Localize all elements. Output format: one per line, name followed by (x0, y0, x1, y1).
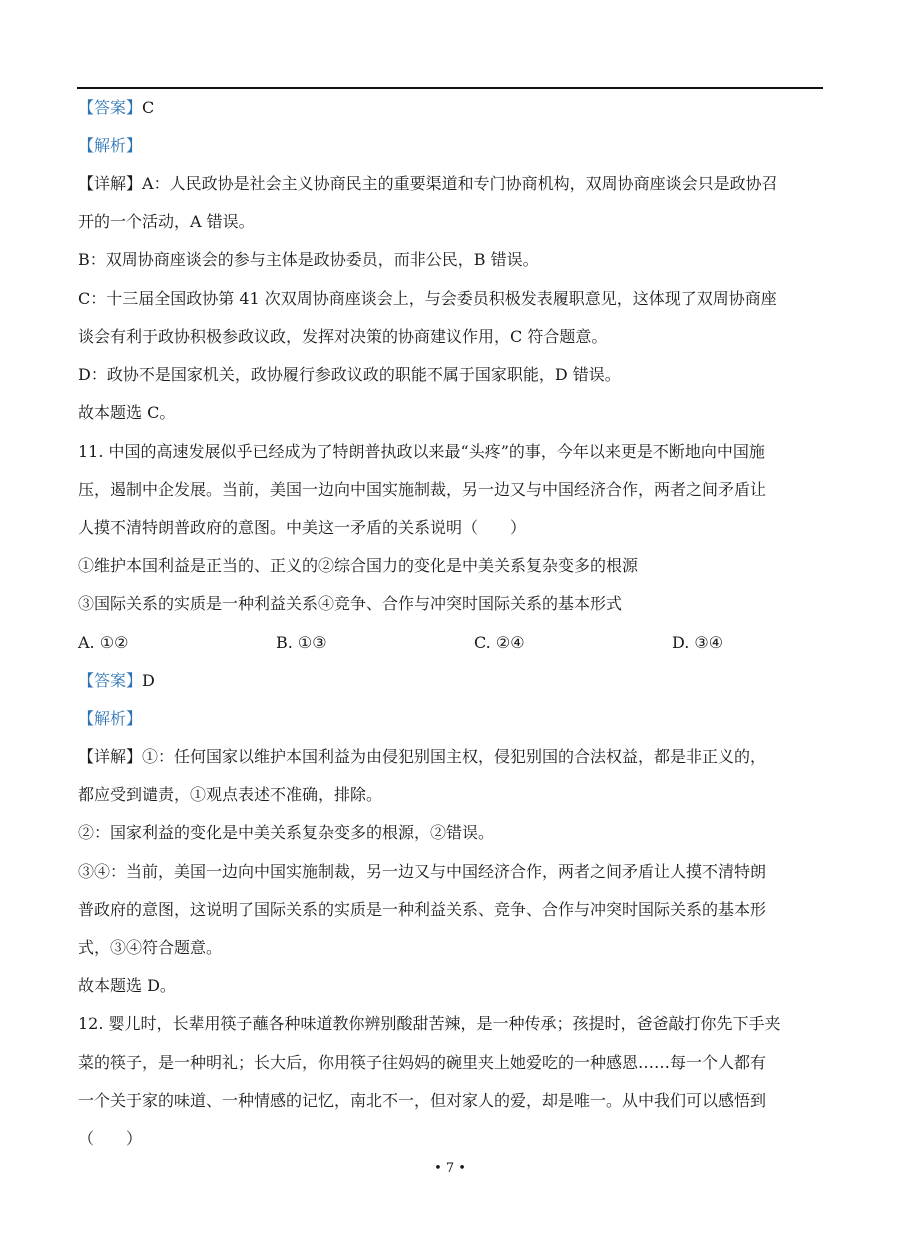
detail-line: 开的一个活动，A 错误。 (78, 212, 255, 231)
header-rule (77, 87, 823, 89)
detail-line: D：政协不是国家机关，政协履行参政议政的职能不属于国家职能，D 错误。 (78, 365, 621, 384)
answer-tag: 【答案】 (78, 671, 143, 690)
page-number: • 7 • (434, 1161, 466, 1176)
question-stem-line: 一个关于家的味道、一种情感的记忆，南北不一，但对家人的爱，却是唯一。从中我们可以感悟到 (78, 1091, 767, 1110)
detail-line: C：十三届全国政协第 41 次双周协商座谈会上，与会委员积极发表履职意见，这体现了双周协商座 (78, 289, 777, 308)
question-stem-line: 人摸不清特朗普政府的意图。中美这一矛盾的关系说明（ ） (78, 518, 527, 537)
question-stem-line: （ ） (78, 1129, 143, 1148)
option-d: D. ③④ (672, 633, 724, 652)
option-b: B. ①③ (276, 633, 327, 652)
detail-line: 普政府的意图，这说明了国际关系的实质是一种利益关系、竞争、合作与冲突时国际关系的基本形 (78, 900, 767, 919)
option-a: A. ①② (78, 633, 129, 652)
detail-line: ③④：当前，美国一边向中国实施制裁，另一边又与中国经济合作，两者之间矛盾让人摸不清特朗 (78, 862, 767, 881)
question-stem-line: 12. 婴儿时，长辈用筷子蘸各种味道教你辨别酸甜苦辣，是一种传承；孩提时，爸爸敲打你先下手夹 (78, 1014, 781, 1033)
answer-value: D (142, 671, 155, 690)
statement-line: ③国际关系的实质是一种利益关系④竞争、合作与冲突时国际关系的基本形式 (78, 594, 623, 613)
analysis-tag: 【解析】 (78, 709, 143, 728)
detail-tag: 【详解】 (78, 747, 143, 766)
conclusion-line: 故本题选 C。 (78, 403, 176, 422)
question-stem-line: 菜的筷子，是一种明礼；长大后，你用筷子往妈妈的碗里夹上她爱吃的一种感恩……每一个人都有 (78, 1053, 767, 1072)
answer-tag: 【答案】 (78, 98, 143, 117)
question-stem-line: 压，遏制中企发展。当前，美国一边向中国实施制裁，另一边又与中国经济合作，两者之间矛盾让 (78, 480, 767, 499)
detail-line: 【详解】A：人民政协是社会主义协商民主的重要渠道和专门协商机构，双周协商座谈会只是政协召 (78, 174, 778, 193)
option-c: C. ②④ (474, 633, 525, 652)
answer-value: C (142, 98, 155, 117)
detail-line: 都应受到谴责，①观点表述不准确，排除。 (78, 785, 383, 804)
analysis-tag: 【解析】 (78, 136, 143, 155)
detail-tag: 【详解】 (78, 174, 143, 193)
detail-line: B：双周协商座谈会的参与主体是政协委员，而非公民，B 错误。 (78, 250, 539, 269)
answer-line (78, 97, 154, 119)
detail-line: ②：国家利益的变化是中美关系复杂变多的根源，②错误。 (78, 823, 495, 842)
question-stem-line: 11. 中国的高速发展似乎已经成为了特朗普执政以来最“头疼”的事，今年以来更是不断地向中国施 (78, 442, 765, 461)
detail-line: 谈会有利于政协积极参政议政，发挥对决策的协商建议作用，C 符合题意。 (78, 327, 608, 346)
detail-line: 式，③④符合题意。 (78, 938, 223, 957)
statement-line: ①维护本国利益是正当的、正义的②综合国力的变化是中美关系复杂变多的根源 (78, 556, 639, 575)
answer-line (78, 670, 155, 692)
conclusion-line: 故本题选 D。 (78, 976, 176, 995)
detail-line: 【详解】①：任何国家以维护本国利益为由侵犯别国主权，侵犯别国的合法权益，都是非正义的， (78, 747, 767, 766)
